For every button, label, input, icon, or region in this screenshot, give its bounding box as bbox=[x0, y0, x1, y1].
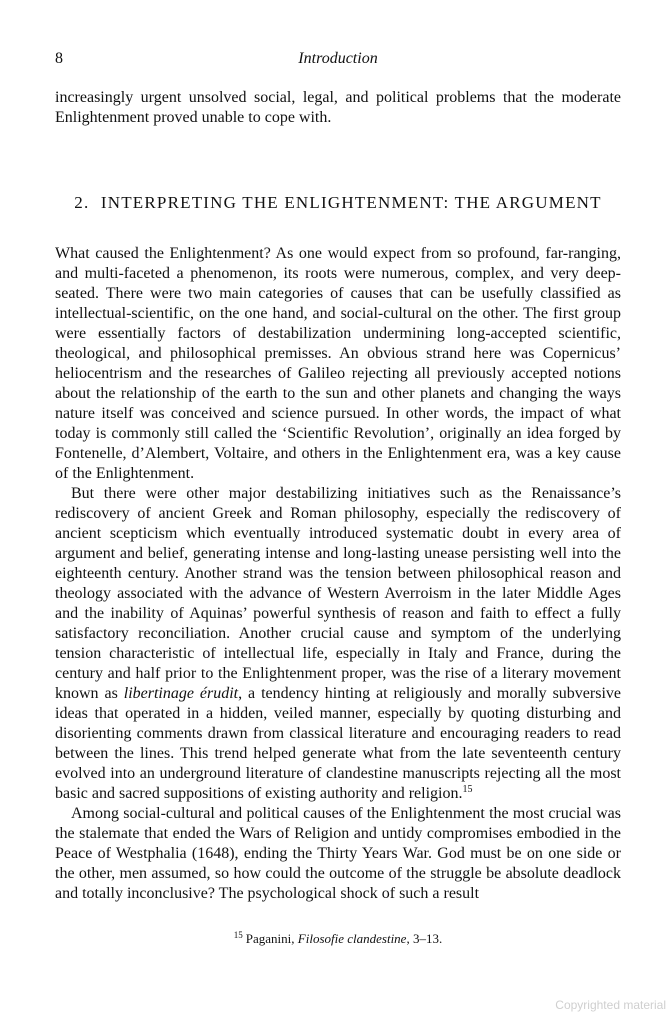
page-number: 8 bbox=[55, 50, 63, 67]
paragraph-2-text-start: But there were other major destabilizing initiatives such as the Renaissance’s rediscovery of ancient Greek and Roman philosophy, especially the rediscovery of ancient scepticism which eventually introduced systematic doubt in every area of argument and belief, generating intense and long-lasting unease persisting well into the eighteenth century. Another strand was the tension between philosophical reason and theology associated with the advance of Western Averroism in the later Middle Ages and the inability of Aquinas’ powerful synthesis of reason and faith to effect a fully satisfactory reconciliation. Another crucial cause and symptom of the underlying tension characteristic of intellectual life, especially in Italy and France, during the century and half prior to the Enlightenment proper, was the rise of a literary movement known as bbox=[55, 485, 621, 702]
footnote-title: Filosofie clandestine bbox=[297, 931, 407, 946]
section-number: 2. bbox=[74, 193, 90, 212]
footnote-reference: 15 bbox=[462, 784, 473, 795]
section-heading bbox=[55, 192, 621, 214]
body-paragraph-2 bbox=[55, 484, 621, 804]
lead-paragraph: increasingly urgent unsolved social, legal, and political problems that the moderate Enlightenment proved unable to cope with. bbox=[55, 89, 621, 126]
body-paragraph-3: Among social-cultural and political causes of the Enlightenment the most crucial was the stalemate that ended the Wars of Religion and untidy compromises embodied in the Peace of Westphalia (1648), ending the Thirty Years War. God must be on one side or the other, men assumed, so how could the outcome of the struggle be absolute deadlock and totally inconclusive? The psychological shock of such a result bbox=[55, 805, 621, 902]
footnote bbox=[55, 930, 621, 948]
running-title: Introduction bbox=[298, 50, 378, 67]
copyright-watermark: Copyrighted material bbox=[555, 998, 666, 1012]
paragraph-2-text-end: , a tendency hinting at religiously and morally subversive ideas that operated in a hidden, veiled manner, especially by quoting disturbing and disorienting comments drawn from classical literature and encouraging readers to read between the lines. This trend helped generate what from the late seventeenth century evolved into an underground literature of clandestine manuscripts rejecting all the most basic and sacred suppositions of existing authority and religion. bbox=[55, 685, 621, 802]
footnote-author: Paganini, bbox=[245, 931, 298, 946]
body-paragraph-1: What caused the Enlightenment? As one would expect from so profound, far-ranging, and multi-faceted a phenomenon, its roots were numerous, complex, and very deep-seated. There were two main categories of causes that can be usefully classified as intellectual-scientific, on the one hand, and social-cultural on the other. The first group were essentially factors of destabilization undermining long-accepted scientific, theological, and philosophical premisses. An obvious strand here was Copernicus’ heliocentrism and the researches of Galileo rejecting all previously accepted notions about the relationship of the earth to the sun and other planets and changing the ways nature itself was conceived and science pursued. In other words, the impact of what today is commonly still called the ‘Scientific Revolution’, originally an idea forged by Fontenelle, d’Alembert, Voltaire, and others in the Enlightenment era, was a key cause of the Enlightenment. bbox=[55, 245, 621, 482]
book-page bbox=[55, 50, 621, 948]
running-header bbox=[55, 50, 621, 74]
footnote-number: 15 bbox=[233, 930, 243, 940]
italic-term: libertinage érudit bbox=[123, 685, 239, 702]
section-title: INTERPRETING THE ENLIGHTENMENT: THE ARGUMENT bbox=[100, 193, 602, 212]
footnote-pages: , 3–13. bbox=[406, 931, 443, 946]
